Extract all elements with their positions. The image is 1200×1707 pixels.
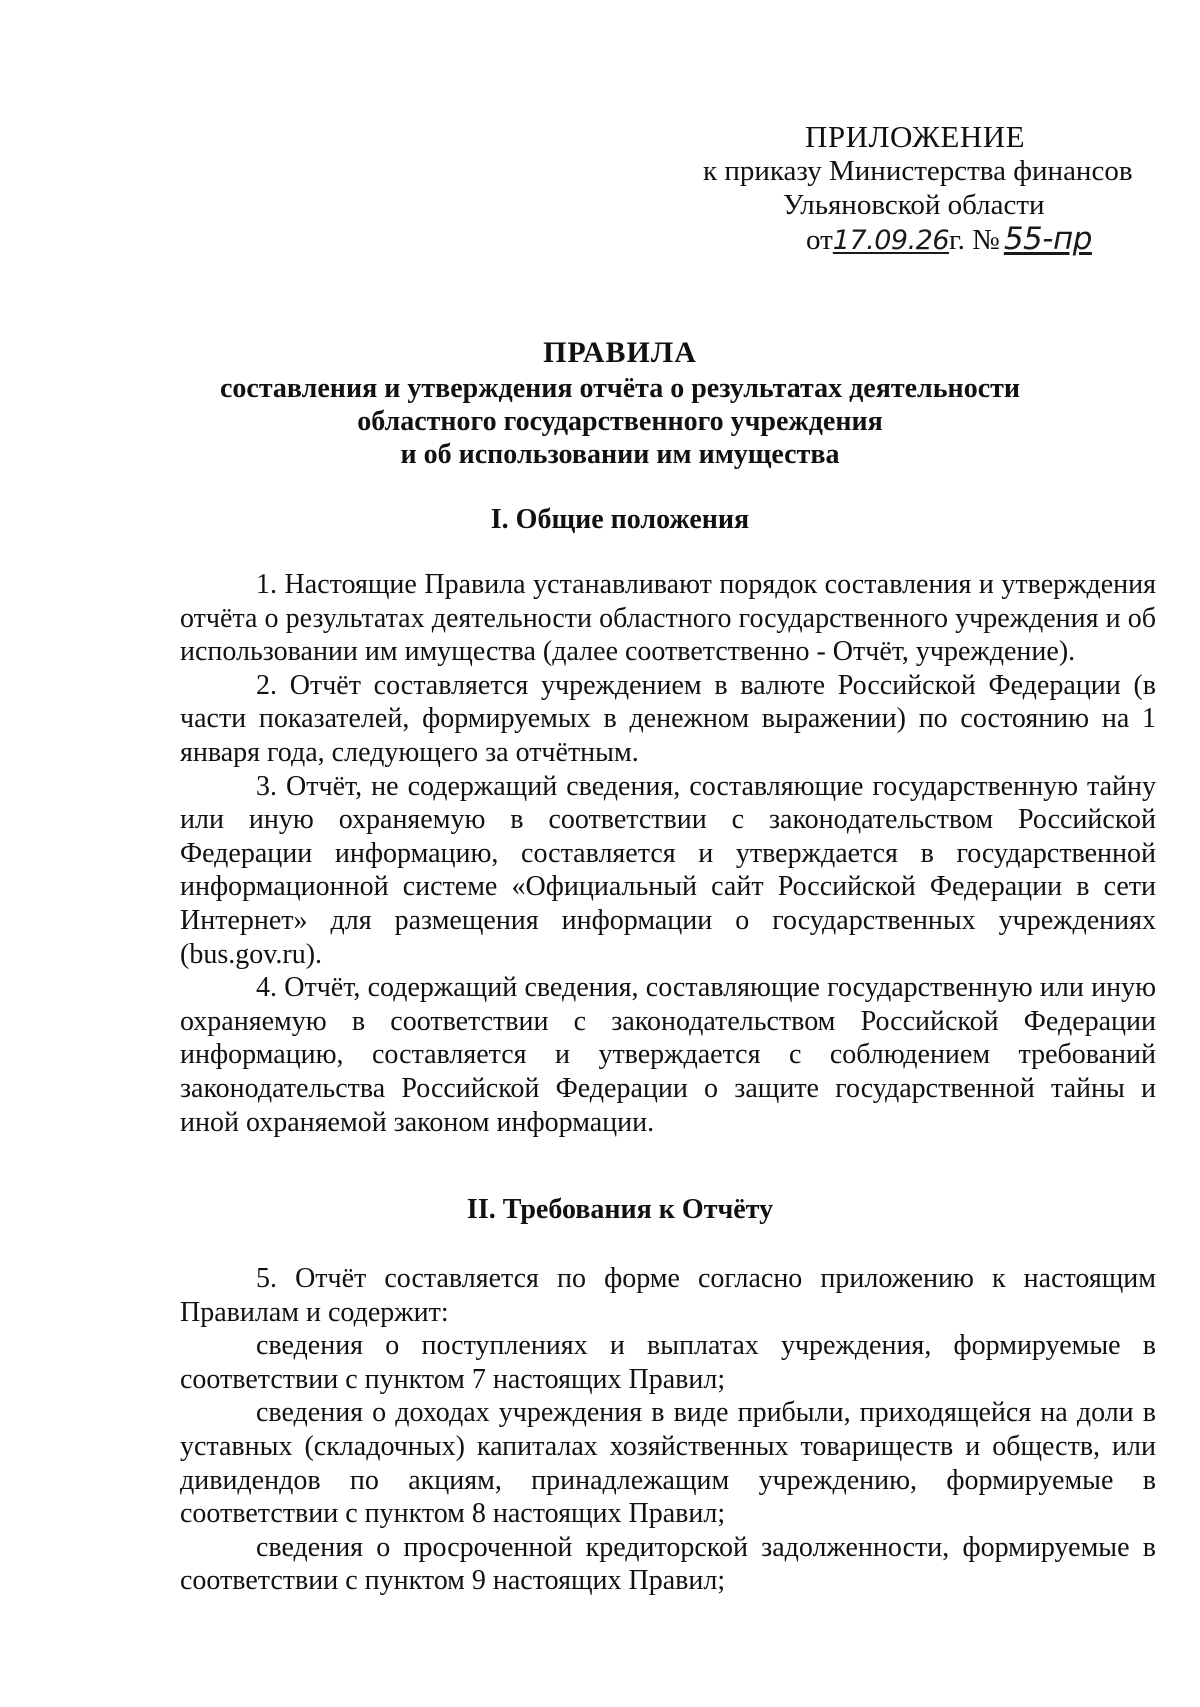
paragraph-1: 1. Настоящие Правила устанавливают порядок составления и утверждения отчёта о результатах деятельности областного государственного учреждения и об использовании им имущества (далее соответственно - Отчёт, учреждение).: [180, 569, 1156, 668]
title-line-3: и об использовании им имущества: [400, 439, 840, 470]
paragraph-5: 5. Отчёт составляется по форме согласно приложению к настоящим Правилам и содержит:: [180, 1263, 1156, 1328]
section-heading-general: I. Общие положения: [490, 504, 750, 535]
section-general-body: [180, 568, 1156, 1139]
document-title: [180, 336, 1060, 471]
handwritten-order-number: 55-пр: [1003, 221, 1092, 257]
list-item-receipts: сведения о поступлениях и выплатах учреждения, формируемые в соответствии с пунктом 7 настоящих Правил;: [180, 1330, 1156, 1395]
appendix-label: ПРИЛОЖЕНИЕ: [805, 119, 1026, 154]
list-item-overdue-debt: сведения о просроченной кредиторской задолженности, формируемые в соответствии с пунктом 9 настоящих Правил;: [180, 1531, 1156, 1597]
paragraph-3: 3. Отчёт, не содержащий сведения, составляющие государственную тайну или иную охраняемую в соответствии с законодательством Российской Федерации информацию, составляется и утверждается в государственной информационной системе «Официальный сайт Российской Федерации в сети Интернет» для размещения информации о государственных учреждениях (bus.gov.ru).: [180, 770, 1156, 970]
order-date-number: [690, 222, 1160, 258]
title-line-1: составления и утверждения отчёта о результатах деятельности: [219, 373, 1021, 404]
approval-block: [690, 120, 1160, 258]
paragraph-2: 2. Отчёт составляется учреждением в валюте Российской Федерации (в части показателей, формируемых в денежном выражении) по состоянию на 1 января года, следующего за отчётным.: [180, 669, 1156, 768]
date-prefix: от: [806, 224, 833, 256]
doc-type-heading: ПРАВИЛА: [543, 336, 697, 369]
handwritten-date: 17.09.26: [832, 225, 950, 256]
section-requirements-body: [180, 1262, 1156, 1598]
region-name: Ульяновской области: [783, 189, 1045, 221]
list-item-income: сведения о доходах учреждения в виде прибыли, приходящейся на доли в уставных (складочных) капиталах хозяйственных товариществ и обществ, или дивидендов по акциям, принадлежащим учреждению, формируемые в соответствии с пунктом 8 настоящих Правил;: [180, 1397, 1156, 1530]
order-reference: к приказу Министерства финансов: [703, 155, 1133, 187]
title-line-2: областного государственного учреждения: [357, 406, 883, 437]
section-heading-requirements: II. Требования к Отчёту: [466, 1194, 774, 1225]
date-suffix: г. №: [949, 224, 1000, 256]
paragraph-4: 4. Отчёт, содержащий сведения, составляющие государственную или иную охраняемую в соответствии с законодательством Российской Федерации информацию, составляется и утверждается с соблюдением требований законодательства Российской Федерации о защите государственной тайны и иной охраняемой законом информации.: [180, 972, 1156, 1138]
